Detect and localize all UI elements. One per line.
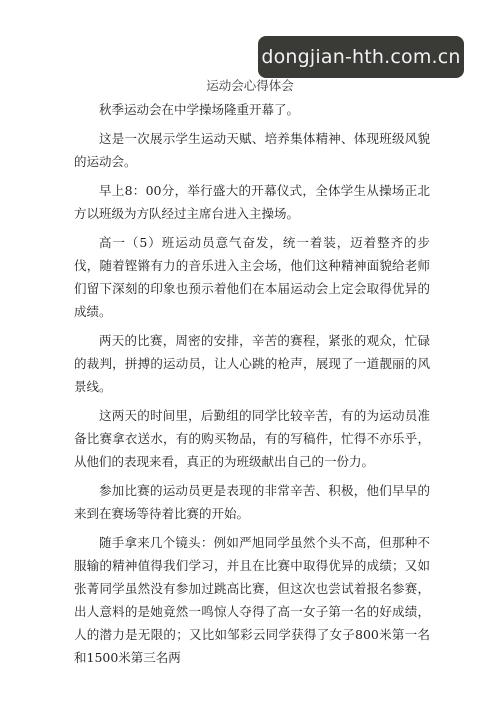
watermark-badge: dongjian-hth.com.cn [258, 36, 464, 78]
paragraph: 秋季运动会在中学操场隆重开幕了。 [99, 102, 300, 117]
document-title: 运动会心得体会 [206, 78, 294, 93]
paragraph: 这两天的时间里，后勤组的同学比较辛苦，有的为运动员准备比赛拿衣送水，有的购买物品，有的写稿件，忙得不亦乐乎，从他们的表现来看，真正的为班级献出自己的一份力。 [74, 408, 430, 469]
paragraph: 早上8：00分，举行盛大的开幕仪式，全体学生从操场正北方以班级为方队经过主席台进入主操场。 [74, 183, 430, 221]
document-body [74, 98, 430, 675]
paragraph: 两天的比赛，周密的安排，辛苦的赛程，紧张的观众，忙碌的裁判，拼搏的运动员，让人心跳的枪声，展现了一道靓丽的风景线。 [74, 333, 430, 394]
paragraph: 高一（5）班运动员意气奋发，统一着装，迈着整齐的步伐，随着铿锵有力的音乐进入主会场，他们这种精神面貌给老师们留下深刻的印象也预示着他们在本届运动会上定会取得优异的成绩。 [74, 235, 430, 319]
paragraph: 随手拿来几个镜头：例如严旭同学虽然个头不高，但那种不服输的精神值得我们学习，并且在比赛中取得优异的成绩；又如张菁同学虽然没有参加过跳高比赛，但这次也尝试着报名参赛，出人意料的是她竟然一鸣惊人夺得了高一女子第一名的好成绩，人的潜力是无限的；又比如邹彩云同学获得了女子800米第一名和1500米第三名两 [74, 535, 430, 665]
paragraph: 这是一次展示学生运动天赋、培养集体精神、体现班级风貌的运动会。 [74, 131, 430, 169]
paragraph: 参加比赛的运动员更是表现的非常辛苦、积极，他们早早的来到在赛场等待着比赛的开始。 [74, 483, 430, 521]
